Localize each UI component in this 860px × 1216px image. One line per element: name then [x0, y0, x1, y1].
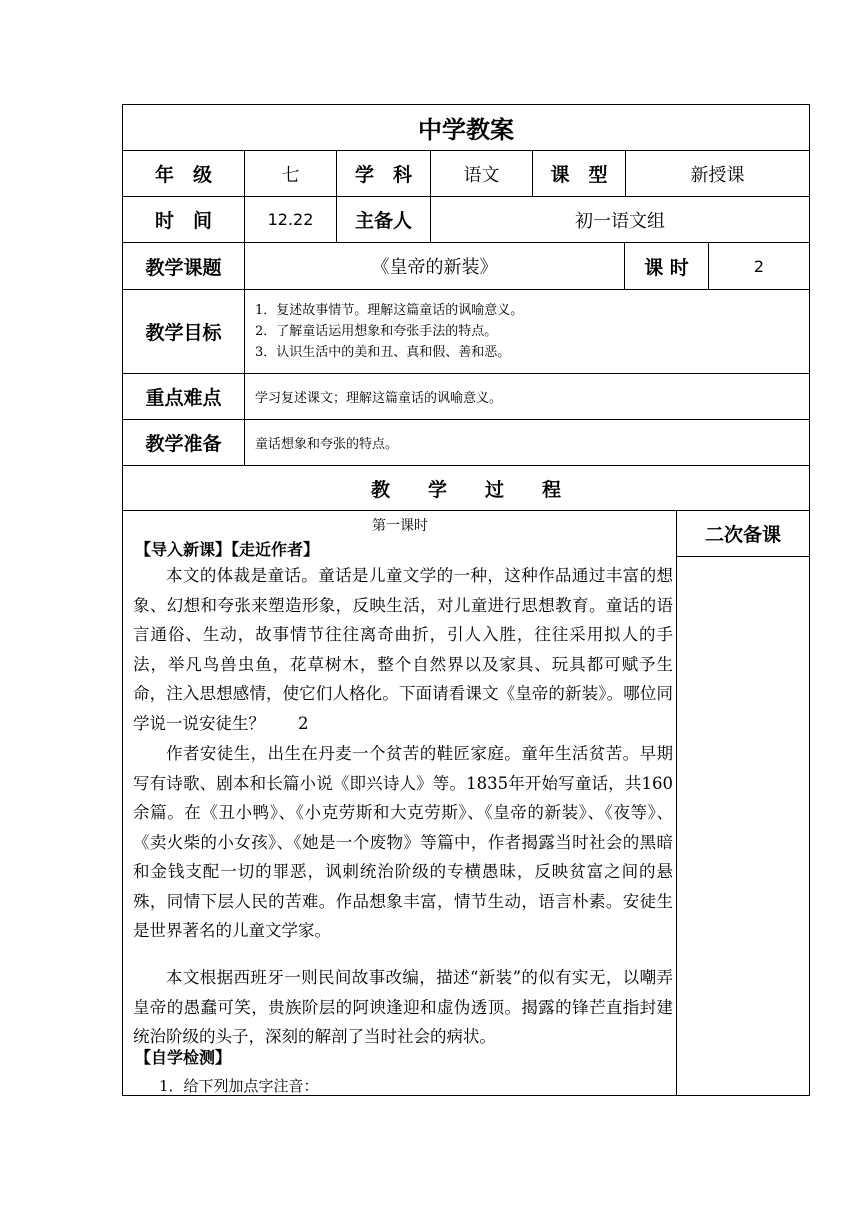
goal-item: 2．了解童话运用想象和夸张手法的特点。	[255, 324, 498, 339]
preparer-label: 主备人	[337, 197, 431, 242]
goals-label: 教学目标	[123, 290, 245, 373]
paragraph: 本文的体裁是童话。童话是儿童文学的一种，这种作品通过丰富的想象、幻想和夸张来塑造形象，反映生活，对儿童进行思想教育。童话的语言通俗、生动，故事情节往往离奇曲折，引人入胜，往往采用拟人的手法，举凡鸟兽虫鱼，花草树木，整个自然界以及家具、玩具都可赋予生命，注入思想感情，使它们人格化。下面请看课文《皇帝的新装》。哪位同学说一说安徒生？ 2	[133, 566, 673, 733]
preparation-value: 童话想象和夸张的特点。	[255, 437, 399, 452]
grade-value: 七	[245, 151, 337, 196]
preparer-value: 初一语文组	[575, 210, 665, 232]
section-heading: 【导入新课】【走近作者】	[135, 540, 320, 559]
goals-row	[123, 290, 809, 374]
subject-value: 语文	[431, 151, 533, 196]
goal-item: 3．认识生活中的美和丑、真和假、善和恶。	[255, 345, 511, 360]
time-label: 时 间	[123, 197, 245, 242]
info-row-1	[123, 151, 809, 197]
key-points-label: 重点难点	[123, 374, 245, 419]
process-title: 教 学 过 程	[370, 478, 561, 501]
time-value: 12.22	[245, 197, 337, 242]
key-points-row	[123, 374, 809, 420]
topic-row	[123, 243, 809, 290]
type-label: 课 型	[533, 151, 626, 196]
section-heading: 【自学检测】	[135, 1048, 232, 1067]
preparation-row	[123, 420, 809, 466]
subject-label: 学 科	[337, 151, 431, 196]
lesson-title: 第一课时	[372, 518, 428, 534]
title-row	[123, 105, 809, 151]
topic-label: 教学课题	[123, 243, 245, 289]
process-row	[123, 466, 809, 511]
page-title: 中学教案	[418, 116, 514, 144]
paragraph: 本文根据西班牙一则民间故事改编，描述“新装”的似有实无，以嘲弄皇帝的愚蠢可笑，贵族阶层的阿谀逢迎和虚伪透顶。揭露的锋芒直指封建统治阶级的头子，深刻的解剖了当时社会的病状。	[133, 968, 673, 1046]
exercise-item: 1．给下列加点字注音：	[159, 1077, 319, 1095]
grade-label: 年 级	[123, 151, 245, 196]
hours-value: 2	[753, 256, 765, 276]
goal-item: 1．复述故事情节。理解这篇童话的讽喻意义。	[255, 303, 524, 318]
goals-list	[245, 290, 809, 373]
paragraph: 作者安徒生，出生在丹麦一个贫苦的鞋匠家庭。童年生活贫苦。早期写有诗歌、剧本和长篇小说《即兴诗人》等。1835年开始写童话，共160余篇。在《丑小鸭》、《小克劳斯和大克劳斯》、《皇帝的新装》、《夜等》、《卖火柴的小女孩》、《她是一个废物》等篇中，作者揭露当时社会的黑暗和金钱支配一切的罪恶，讽刺统治阶级的专横愚昧，反映贫富之间的悬殊，同情下层人民的苦难。作品想象丰富，情节生动，语言朴素。安徒生是世界著名的儿童文学家。	[133, 744, 673, 940]
hours-label: 课 时	[625, 243, 709, 289]
side-column-header: 二次备课	[677, 511, 809, 557]
lesson-body	[123, 511, 677, 1095]
topic-value: 《皇帝的新装》	[245, 243, 625, 289]
info-row-2	[123, 197, 809, 243]
lesson-plan-table	[122, 104, 810, 1096]
preparation-label: 教学准备	[123, 420, 245, 465]
type-value: 新授课	[690, 164, 745, 186]
key-points-value: 学习复述课文；理解这篇童话的讽喻意义。	[255, 391, 503, 406]
